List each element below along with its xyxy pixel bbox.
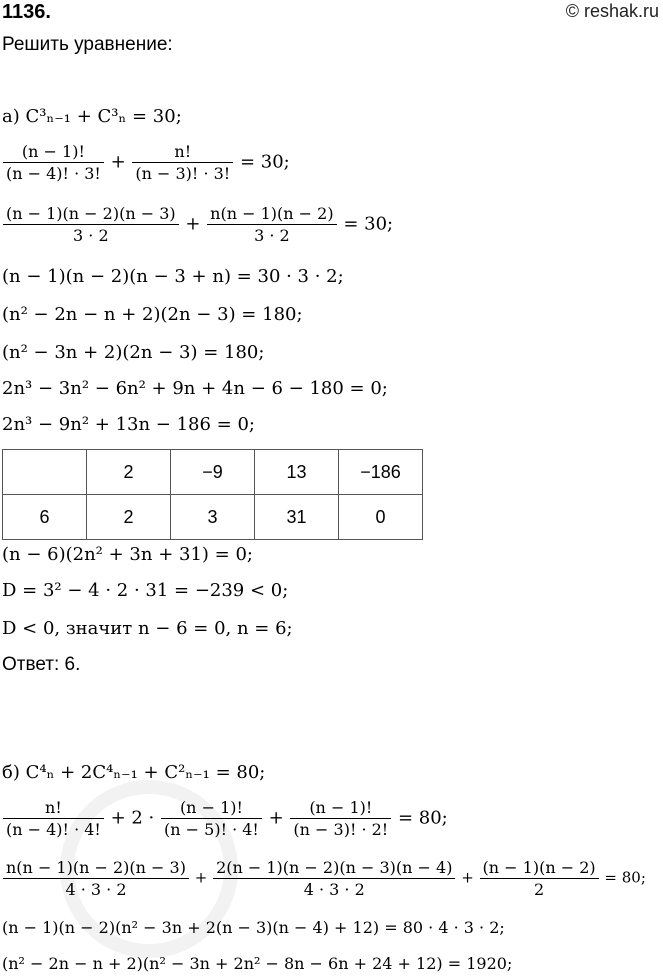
fraction	[3, 204, 179, 245]
problem-number: 1136.	[2, 1, 51, 23]
denominator: 4 · 3 · 2	[3, 878, 189, 899]
numerator: n(n − 1)(n − 2)(n − 3)	[6, 858, 186, 877]
fraction	[290, 798, 391, 839]
table-cell: 2	[87, 495, 171, 540]
numerator: 2(n − 1)(n − 2)(n − 3)(n − 4)	[216, 858, 453, 877]
table-cell: 2	[87, 450, 171, 495]
a-step-4: (n − 1)(n − 2)(n − 3 + n) = 30 · 3 · 2;	[2, 266, 344, 287]
equals-tail: = 80;	[397, 807, 448, 829]
a-step-9: (n − 6)(2n² + 3n + 31) = 0;	[2, 544, 253, 565]
equals-tail: = 30;	[343, 213, 394, 235]
table-cell: 0	[339, 495, 423, 540]
numerator: (n − 1)!	[309, 798, 373, 817]
a-step-10: D = 3² − 4 · 2 · 31 = −239 < 0;	[2, 580, 289, 601]
a-step-6: (n² − 3n + 2)(2n − 3) = 180;	[2, 342, 265, 363]
denominator: (n − 3)! · 2!	[290, 818, 391, 839]
table-cell	[3, 450, 87, 495]
fraction	[480, 858, 599, 899]
numerator: n(n − 1)(n − 2)	[210, 204, 334, 223]
table-cell: 3	[171, 495, 255, 540]
fraction	[213, 858, 455, 899]
numerator: n!	[45, 798, 62, 817]
a-fraction-line-2: $\frac{(n - 1)(n - 2)(n - 3)}{3 \cdot 2}$ + $\frac{n(n - 1)(n - 2)}{3 \cdot 2}$ = 30;	[2, 204, 393, 245]
a-answer: Ответ: 6.	[2, 654, 81, 675]
numerator: n!	[174, 142, 192, 161]
numerator: (n − 1)!	[179, 798, 243, 817]
b-fraction-line-2: $\frac{n(n - 1)(n - 2)(n - 3)}{4 \cdot 3 \cdot 2}$ + $\frac{2(n - 1)(n - 2)(n - 3)(n - 4)}{4 \cdot 3 \cdot 2}$ + $\frac{(n - 1)(n - 2)}{2}$ = 80;	[2, 858, 646, 899]
a-fraction-line: $\frac{(n - 1)!}{(n - 4)! \cdot 3!}$ + $\frac{n!}{(n - 3)! \cdot 3!}$ = 30;	[2, 142, 290, 183]
a-step-7: 2n³ − 3n² − 6n² + 9n + 4n − 6 − 180 = 0;	[2, 378, 388, 399]
fraction	[3, 858, 189, 899]
equals-tail: = 80;	[604, 868, 646, 887]
table-cell: 31	[255, 495, 339, 540]
a-step-5: (n² − 2n − n + 2)(2n − 3) = 180;	[2, 304, 303, 325]
equals-tail: = 30;	[239, 151, 290, 173]
numerator: (n − 1)!	[21, 142, 85, 161]
numerator: (n − 1)(n − 2)(n − 3)	[6, 204, 176, 223]
denominator: (n − 5)! · 4!	[161, 818, 262, 839]
horner-table	[2, 449, 423, 540]
denominator: (n − 3)! · 3!	[132, 162, 233, 183]
page-header	[0, 0, 663, 28]
fraction	[207, 204, 336, 245]
operator: + 2 ·	[110, 807, 155, 829]
a-equation: а) C³ₙ₋₁ + C³ₙ = 30;	[2, 106, 182, 127]
b-equation: б) C⁴ₙ + 2C⁴ₙ₋₁ + C²ₙ₋₁ = 80;	[2, 762, 266, 783]
denominator: (n − 4)! · 4!	[3, 818, 104, 839]
task-statement: Решить уравнение:	[2, 34, 173, 55]
fraction	[3, 798, 104, 839]
denominator: 2	[480, 878, 599, 899]
site-watermark: © reshak.ru	[565, 1, 659, 21]
table-row	[3, 495, 423, 540]
b-step-5: (n² − 2n − n + 2)(n² − 3n + 2n² − 8n − 6n + 24 + 12) = 1920;	[2, 954, 513, 973]
denominator: 3 · 2	[207, 224, 336, 245]
denominator: (n − 4)! · 3!	[3, 162, 104, 183]
fraction	[161, 798, 262, 839]
table-cell: −9	[171, 450, 255, 495]
b-fraction-line: $\frac{n!}{(n - 4)! \cdot 4!}$ + 2 · $\frac{(n - 1)!}{(n - 5)! \cdot 4!}$ + $\frac{(n - 1)!}{(n - 3)! \cdot 2!}$ = 80;	[2, 798, 448, 839]
table-cell: 13	[255, 450, 339, 495]
denominator: 4 · 3 · 2	[213, 878, 455, 899]
table-cell: −186	[339, 450, 423, 495]
fraction	[132, 142, 233, 183]
denominator: 3 · 2	[3, 224, 179, 245]
b-step-4: (n − 1)(n − 2)(n² − 3n + 2(n − 3)(n − 4) + 12) = 80 · 4 · 3 · 2;	[2, 918, 505, 937]
fraction	[3, 142, 104, 183]
numerator: (n − 1)(n − 2)	[482, 858, 596, 877]
table-row	[3, 450, 423, 495]
a-step-8: 2n³ − 9n² + 13n − 186 = 0;	[2, 414, 255, 435]
a-step-11: D < 0, значит n − 6 = 0, n = 6;	[2, 618, 293, 639]
table-cell: 6	[3, 495, 87, 540]
